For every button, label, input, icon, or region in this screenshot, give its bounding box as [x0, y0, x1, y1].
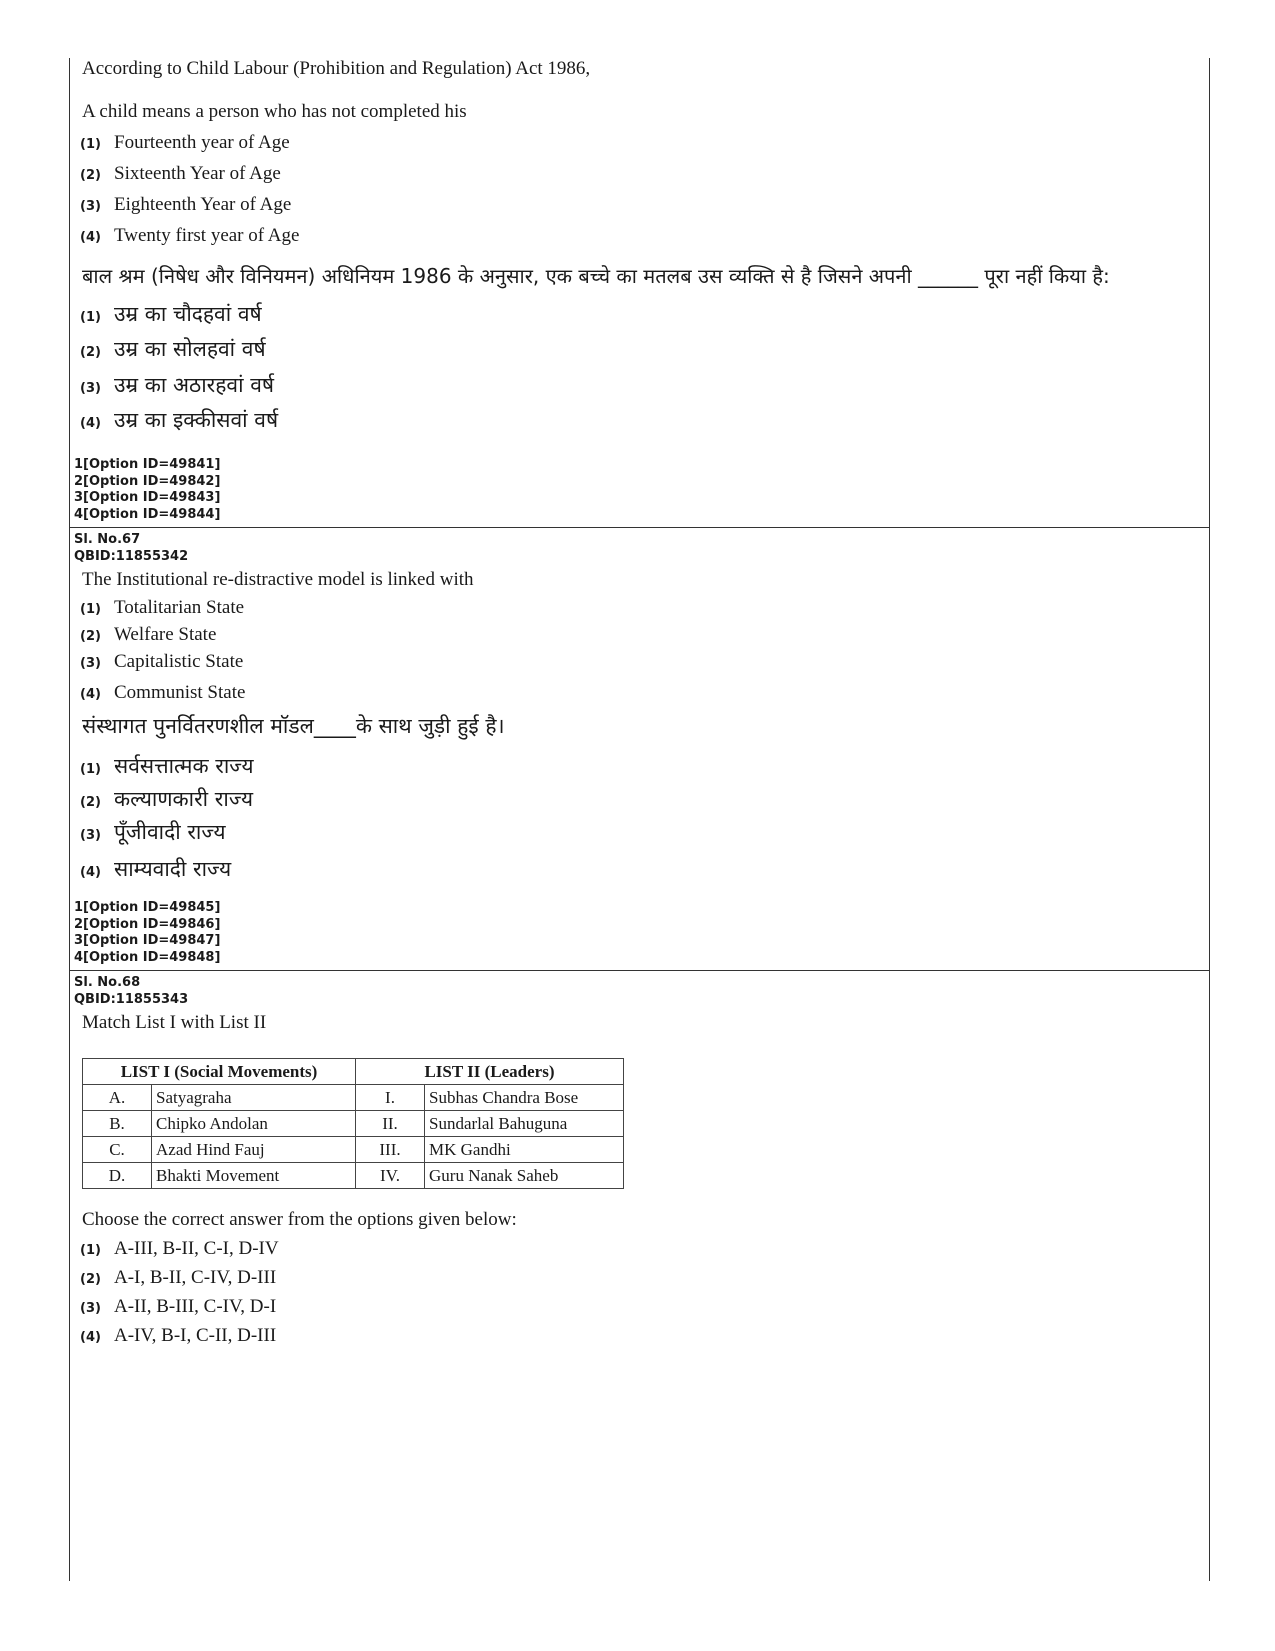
table-row: A. Satyagraha I. Subhas Chandra Bose: [83, 1085, 624, 1111]
table-row: B. Chipko Andolan II. Sundarlal Bahuguna: [83, 1111, 624, 1137]
page-right-border: [1209, 58, 1210, 1581]
q67-qbid: QBID:11855342: [74, 548, 189, 564]
q66-option-en-1: (1) Fourteenth year of Age: [80, 132, 290, 153]
list2-header: LIST II (Leaders): [356, 1059, 624, 1085]
q68-choose-instruction: Choose the correct answer from the options given below:: [82, 1209, 517, 1230]
q66-option-ids: 1[Option ID=49841] 2[Option ID=49842] 3[Option ID=49843] 4[Option ID=49844]: [74, 457, 221, 522]
q66-stem: A child means a person who has not completed his: [82, 101, 467, 122]
table-header-row: [83, 1059, 624, 1085]
q66-intro: According to Child Labour (Prohibition and Regulation) Act 1986,: [82, 58, 591, 79]
question-divider: [69, 970, 1210, 971]
q67-stem: The Institutional re-distractive model is linked with: [82, 569, 474, 590]
table-row: D. Bhakti Movement IV. Guru Nanak Saheb: [83, 1163, 624, 1189]
q68-option-3: (3) A-II, B-III, C-IV, D-I: [80, 1296, 277, 1317]
q68-option-2: (2) A-I, B-II, C-IV, D-III: [80, 1267, 277, 1288]
q67-option-hi-4: (4) साम्यवादी राज्य: [80, 857, 232, 881]
q68-stem: Match List I with List II: [82, 1012, 267, 1033]
q66-option-hi-3: (3) उम्र का अठारहवां वर्ष: [80, 373, 275, 397]
question-divider: [69, 527, 1210, 528]
q66-option-en-3: (3) Eighteenth Year of Age: [80, 194, 292, 215]
q67-option-hi-3: (3) पूँजीवादी राज्य: [80, 820, 226, 844]
q67-option-en-3: (3) Capitalistic State: [80, 651, 244, 672]
q67-option-en-1: (1) Totalitarian State: [80, 597, 245, 618]
q67-option-hi-2: (2) कल्याणकारी राज्य: [80, 787, 254, 811]
q67-header: [74, 532, 188, 565]
q66-stem-hindi: बाल श्रम (निषेध और विनियमन) अधिनियम 1986 के अनुसार, एक बच्चे का मतलब उस व्यक्ति से है जिसने अपनी ______ पूरा नहीं किया है:: [82, 264, 1110, 288]
q66-option-hi-2: (2) उम्र का सोलहवां वर्ष: [80, 337, 266, 361]
q68-slno: Sl. No.68: [74, 975, 141, 990]
list1-header: LIST I (Social Movements): [83, 1059, 356, 1085]
q67-option-hi-1: (1) सर्वसत्तात्मक राज्य: [80, 754, 254, 778]
table-row: C. Azad Hind Fauj III. MK Gandhi: [83, 1137, 624, 1163]
match-table: [82, 1058, 624, 1189]
q66-option-en-2: (2) Sixteenth Year of Age: [80, 163, 281, 184]
q66-option-hi-1: (1) उम्र का चौदहवां वर्ष: [80, 302, 262, 326]
q67-option-ids: 1[Option ID=49845] 2[Option ID=49846] 3[Option ID=49847] 4[Option ID=49848]: [74, 900, 221, 965]
q67-stem-hindi: संस्थागत पुनर्वितरणशील मॉडल____के साथ जुड़ी हुई है।: [82, 714, 505, 738]
q68-qbid: QBID:11855343: [74, 991, 189, 1007]
q68-header: [74, 975, 188, 1008]
q66-option-en-4: (4) Twenty first year of Age: [80, 225, 300, 246]
q67-option-en-4: (4) Communist State: [80, 682, 246, 703]
page-left-border: [69, 58, 70, 1581]
q67-option-en-2: (2) Welfare State: [80, 624, 217, 645]
q68-option-4: (4) A-IV, B-I, C-II, D-III: [80, 1325, 277, 1346]
q67-slno: Sl. No.67: [74, 532, 141, 547]
q68-option-1: (1) A-III, B-II, C-I, D-IV: [80, 1238, 279, 1259]
q66-option-hi-4: (4) उम्र का इक्कीसवां वर्ष: [80, 408, 279, 432]
